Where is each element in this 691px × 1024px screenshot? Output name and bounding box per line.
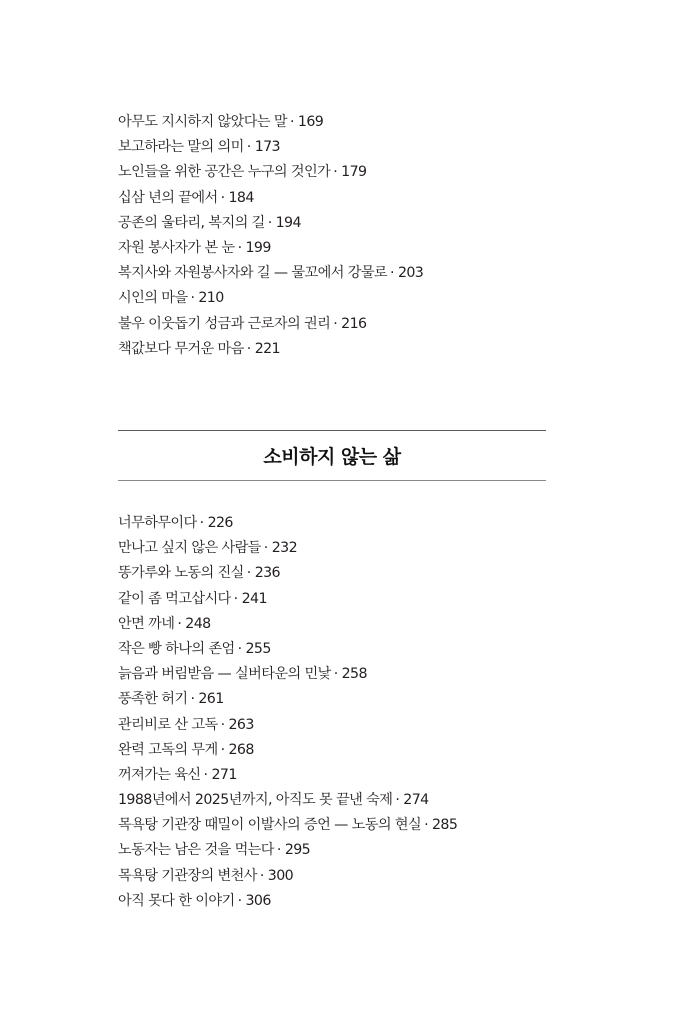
entry-page: 236 [254, 565, 280, 582]
toc-list-part-one [118, 110, 423, 362]
entry-title: 작은 빵 하나의 존엄 [118, 640, 235, 657]
entry-page: 295 [284, 842, 311, 859]
section-divider-bottom [118, 480, 546, 481]
toc-entry[interactable] [118, 286, 423, 311]
separator-dot: · [220, 189, 225, 206]
separator-dot: · [233, 590, 238, 607]
entry-title: 늙음과 버림받음 — 실버타운의 민낯 [118, 666, 331, 683]
entry-title: 십삼 년의 끝에서 [118, 189, 218, 206]
entry-page: 261 [198, 691, 224, 708]
entry-page: 300 [267, 867, 294, 884]
entry-title: 관리비로 산 고독 [118, 716, 218, 733]
toc-entry[interactable] [118, 788, 457, 813]
entry-page: 216 [341, 315, 367, 332]
toc-entry[interactable] [118, 236, 423, 261]
entry-page: 194 [275, 214, 301, 231]
toc-entry[interactable] [118, 312, 423, 337]
entry-page: 184 [228, 189, 254, 206]
separator-dot: · [246, 340, 251, 357]
toc-entry[interactable] [118, 536, 457, 561]
toc-entry[interactable] [118, 612, 457, 637]
entry-title: 책값보다 무거운 마음 [118, 340, 244, 357]
toc-list-part-two [118, 511, 457, 914]
toc-entry[interactable] [118, 135, 423, 160]
entry-title: 복지사와 자원봉사자와 길 — 물꼬에서 강물로 [118, 265, 388, 282]
entry-title: 노동자는 남은 것을 먹는다 [118, 842, 274, 859]
separator-dot: · [237, 239, 242, 256]
entry-title: 같이 좀 먹고삽시다 [118, 590, 231, 607]
separator-dot: · [237, 640, 242, 657]
entry-title: 시인의 마을 [118, 290, 188, 307]
entry-title: 목욕탕 기관장 때밀이 이발사의 증언 — 노동의 현실 [118, 817, 422, 834]
toc-entry[interactable] [118, 813, 457, 838]
entry-title: 목욕탕 기관장의 변천사 [118, 867, 257, 884]
separator-dot: · [199, 515, 204, 531]
entry-page: 285 [431, 817, 458, 834]
entry-title: 아직 못다 한 이야기 [118, 892, 235, 909]
separator-dot: · [267, 214, 272, 231]
separator-dot: · [276, 842, 281, 859]
entry-title: 완력 고독의 무게 [118, 741, 218, 758]
entry-title: 보고하라는 말의 의미 [118, 139, 244, 156]
entry-page: 255 [245, 640, 271, 657]
toc-entry[interactable] [118, 337, 423, 362]
entry-page: 248 [185, 615, 211, 632]
toc-entry[interactable] [118, 864, 457, 889]
separator-dot: · [246, 139, 251, 156]
entry-title: 1988년에서 2025년까지, 아직도 못 끝낸 숙제 [118, 792, 393, 809]
toc-entry[interactable] [118, 889, 457, 914]
entry-page: 210 [198, 290, 224, 307]
section-heading: 소비하지 않는 삶 [263, 446, 401, 468]
separator-dot: · [220, 716, 225, 733]
entry-title: 불우 이웃돕기 성금과 근로자의 권리 [118, 315, 331, 332]
entry-page: 241 [241, 590, 267, 607]
separator-dot: · [190, 691, 195, 708]
separator-dot: · [390, 265, 394, 282]
entry-page: 263 [228, 716, 254, 733]
toc-entry[interactable] [118, 738, 457, 763]
separator-dot: · [220, 741, 225, 758]
entry-title: 공존의 울타리, 복지의 길 [118, 214, 265, 231]
toc-entry[interactable] [118, 637, 457, 662]
entry-page: 274 [403, 792, 429, 809]
separator-dot: · [177, 615, 182, 632]
entry-page: 258 [341, 666, 367, 683]
separator-dot: · [190, 290, 195, 307]
entry-page: 232 [271, 540, 297, 557]
entry-title: 꺼져가는 육신 [118, 766, 201, 783]
entry-title: 자원 봉사자가 본 눈 [118, 239, 235, 256]
entry-page: 199 [245, 239, 271, 256]
toc-entry[interactable] [118, 713, 457, 738]
section-divider-top [118, 430, 546, 431]
entry-page: 179 [341, 164, 367, 181]
toc-entry[interactable] [118, 160, 423, 185]
separator-dot: · [203, 766, 208, 783]
entry-page: 173 [254, 139, 280, 156]
separator-dot: · [246, 565, 251, 582]
entry-page: 271 [211, 766, 237, 783]
separator-dot: · [237, 892, 242, 909]
toc-entry[interactable] [118, 587, 457, 612]
entry-page: 226 [207, 515, 233, 531]
toc-entry[interactable] [118, 261, 423, 286]
toc-entry[interactable] [118, 838, 457, 863]
entry-title: 안면 까네 [118, 615, 175, 632]
toc-entry[interactable] [118, 561, 457, 586]
separator-dot: · [333, 666, 338, 683]
separator-dot: · [333, 315, 338, 332]
toc-entry[interactable] [118, 211, 423, 236]
entry-title: 노인들을 위한 공간은 누구의 것인가 [118, 164, 331, 181]
entry-title: 아무도 지시하지 않았다는 말 [118, 114, 287, 130]
toc-entry[interactable] [118, 186, 423, 211]
entry-title: 만나고 싶지 않은 사람들 [118, 540, 261, 557]
separator-dot: · [290, 114, 294, 130]
entry-title: 풍족한 허기 [118, 691, 188, 708]
entry-page: 221 [254, 340, 280, 357]
entry-page: 268 [228, 741, 254, 758]
separator-dot: · [259, 867, 264, 884]
separator-dot: · [333, 164, 338, 181]
toc-entry[interactable] [118, 763, 457, 788]
separator-dot: · [263, 540, 268, 557]
separator-dot: · [395, 792, 400, 809]
entry-title: 너무하무이다 [118, 515, 197, 531]
toc-entry[interactable] [118, 662, 457, 687]
toc-entry[interactable] [118, 110, 423, 135]
toc-entry[interactable] [118, 687, 457, 712]
entry-page: 203 [397, 265, 424, 282]
entry-page: 169 [297, 114, 324, 130]
separator-dot: · [424, 817, 428, 834]
entry-page: 306 [245, 892, 271, 909]
toc-entry[interactable] [118, 511, 457, 536]
entry-title: 똥가루와 노동의 진실 [118, 565, 244, 582]
